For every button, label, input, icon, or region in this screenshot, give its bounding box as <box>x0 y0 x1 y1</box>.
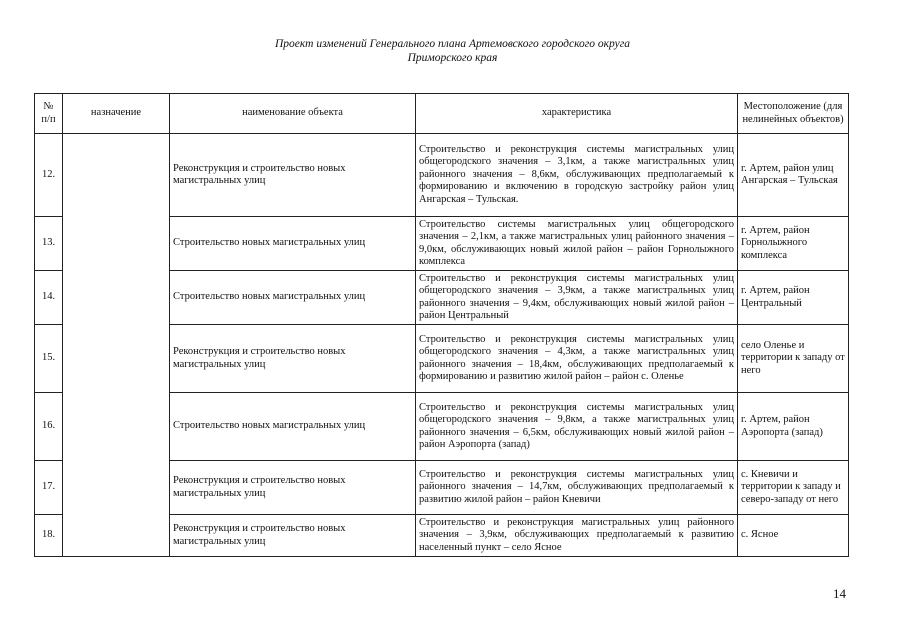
document-title-line1: Проект изменений Генерального плана Артемовского городского округа <box>275 38 630 50</box>
row-location: г. Артем, район улиц Ангарская – Тульская <box>738 134 849 217</box>
row-location: с. Ясное <box>738 515 849 557</box>
row-characteristic: Строительство и реконструкция системы магистральных улиц общегородского значения – 9,8км, а также магистральных улиц районного значения – 6,5км, обслуживающих новый жилой район – район Аэропорта (запад) <box>416 393 738 461</box>
row-characteristic: Строительство и реконструкция системы магистральных улиц общегородского значения – 3,1км, а также магистральных улиц районного значения – 8,6км, обслуживающих предполагаемый к формированию и включению в городскую застройку район улиц Ангарская – Тульская. <box>416 134 738 217</box>
document-header <box>0 37 905 65</box>
row-characteristic: Строительство и реконструкция системы магистральных улиц общегородского значения – 3,9км, а также магистральных улиц районного значения – 9,4км, обслуживающих новый жилой район – район Центральный <box>416 271 738 325</box>
header-num: № п/п <box>35 94 63 134</box>
row-name: Реконструкция и строительство новых магистральных улиц <box>170 325 416 393</box>
row-name: Реконструкция и строительство новых магистральных улиц <box>170 461 416 515</box>
row-num: 14. <box>35 271 63 325</box>
row-name: Строительство новых магистральных улиц <box>170 217 416 271</box>
row-num: 13. <box>35 217 63 271</box>
header-location: Местоположение (для нелинейных объектов) <box>738 94 849 134</box>
row-location: г. Артем, район Центральный <box>738 271 849 325</box>
objects-table <box>34 93 849 557</box>
purpose-cell <box>63 134 170 557</box>
row-characteristic: Строительство системы магистральных улиц общегородского значения – 2,1км, а также магистральных улиц районного значения – 9,0км, обслуживающих новый жилой район – район Горнолыжного комплекса <box>416 217 738 271</box>
document-title-line2: Приморского края <box>407 52 498 64</box>
row-location: село Оленье и территории к западу от него <box>738 325 849 393</box>
row-characteristic: Строительство и реконструкция системы магистральных улиц районного значения – 14,7км, обслуживающих предполагаемый к развитию жилой район – район Кневичи <box>416 461 738 515</box>
row-name: Строительство новых магистральных улиц <box>170 393 416 461</box>
row-location: г. Артем, район Горнолыжного комплекса <box>738 217 849 271</box>
row-location: с. Кневичи и территории к западу и северо-западу от него <box>738 461 849 515</box>
row-name: Реконструкция и строительство новых магистральных улиц <box>170 134 416 217</box>
row-name: Строительство новых магистральных улиц <box>170 271 416 325</box>
row-num: 16. <box>35 393 63 461</box>
row-location: г. Артем, район Аэропорта (запад) <box>738 393 849 461</box>
header-characteristic: характеристика <box>416 94 738 134</box>
row-num: 12. <box>35 134 63 217</box>
page-number: 14 <box>833 586 846 601</box>
row-num: 17. <box>35 461 63 515</box>
header-name: наименование объекта <box>170 94 416 134</box>
row-characteristic: Строительство и реконструкция магистральных улиц районного значения – 3,9км, обслуживающих предполагаемый к развитию населенный пункт – село Ясное <box>416 515 738 557</box>
table-row <box>35 134 849 217</box>
row-name: Реконструкция и строительство новых магистральных улиц <box>170 515 416 557</box>
header-purpose: назначение <box>63 94 170 134</box>
table-header-row <box>35 94 849 134</box>
row-num: 18. <box>35 515 63 557</box>
row-num: 15. <box>35 325 63 393</box>
row-characteristic: Строительство и реконструкция системы магистральных улиц общегородского значения – 4,3км, а также магистральных улиц районного значения – 18,4км, обслуживающих предполагаемый к формированию и развитию жилой район – район с. Оленье <box>416 325 738 393</box>
